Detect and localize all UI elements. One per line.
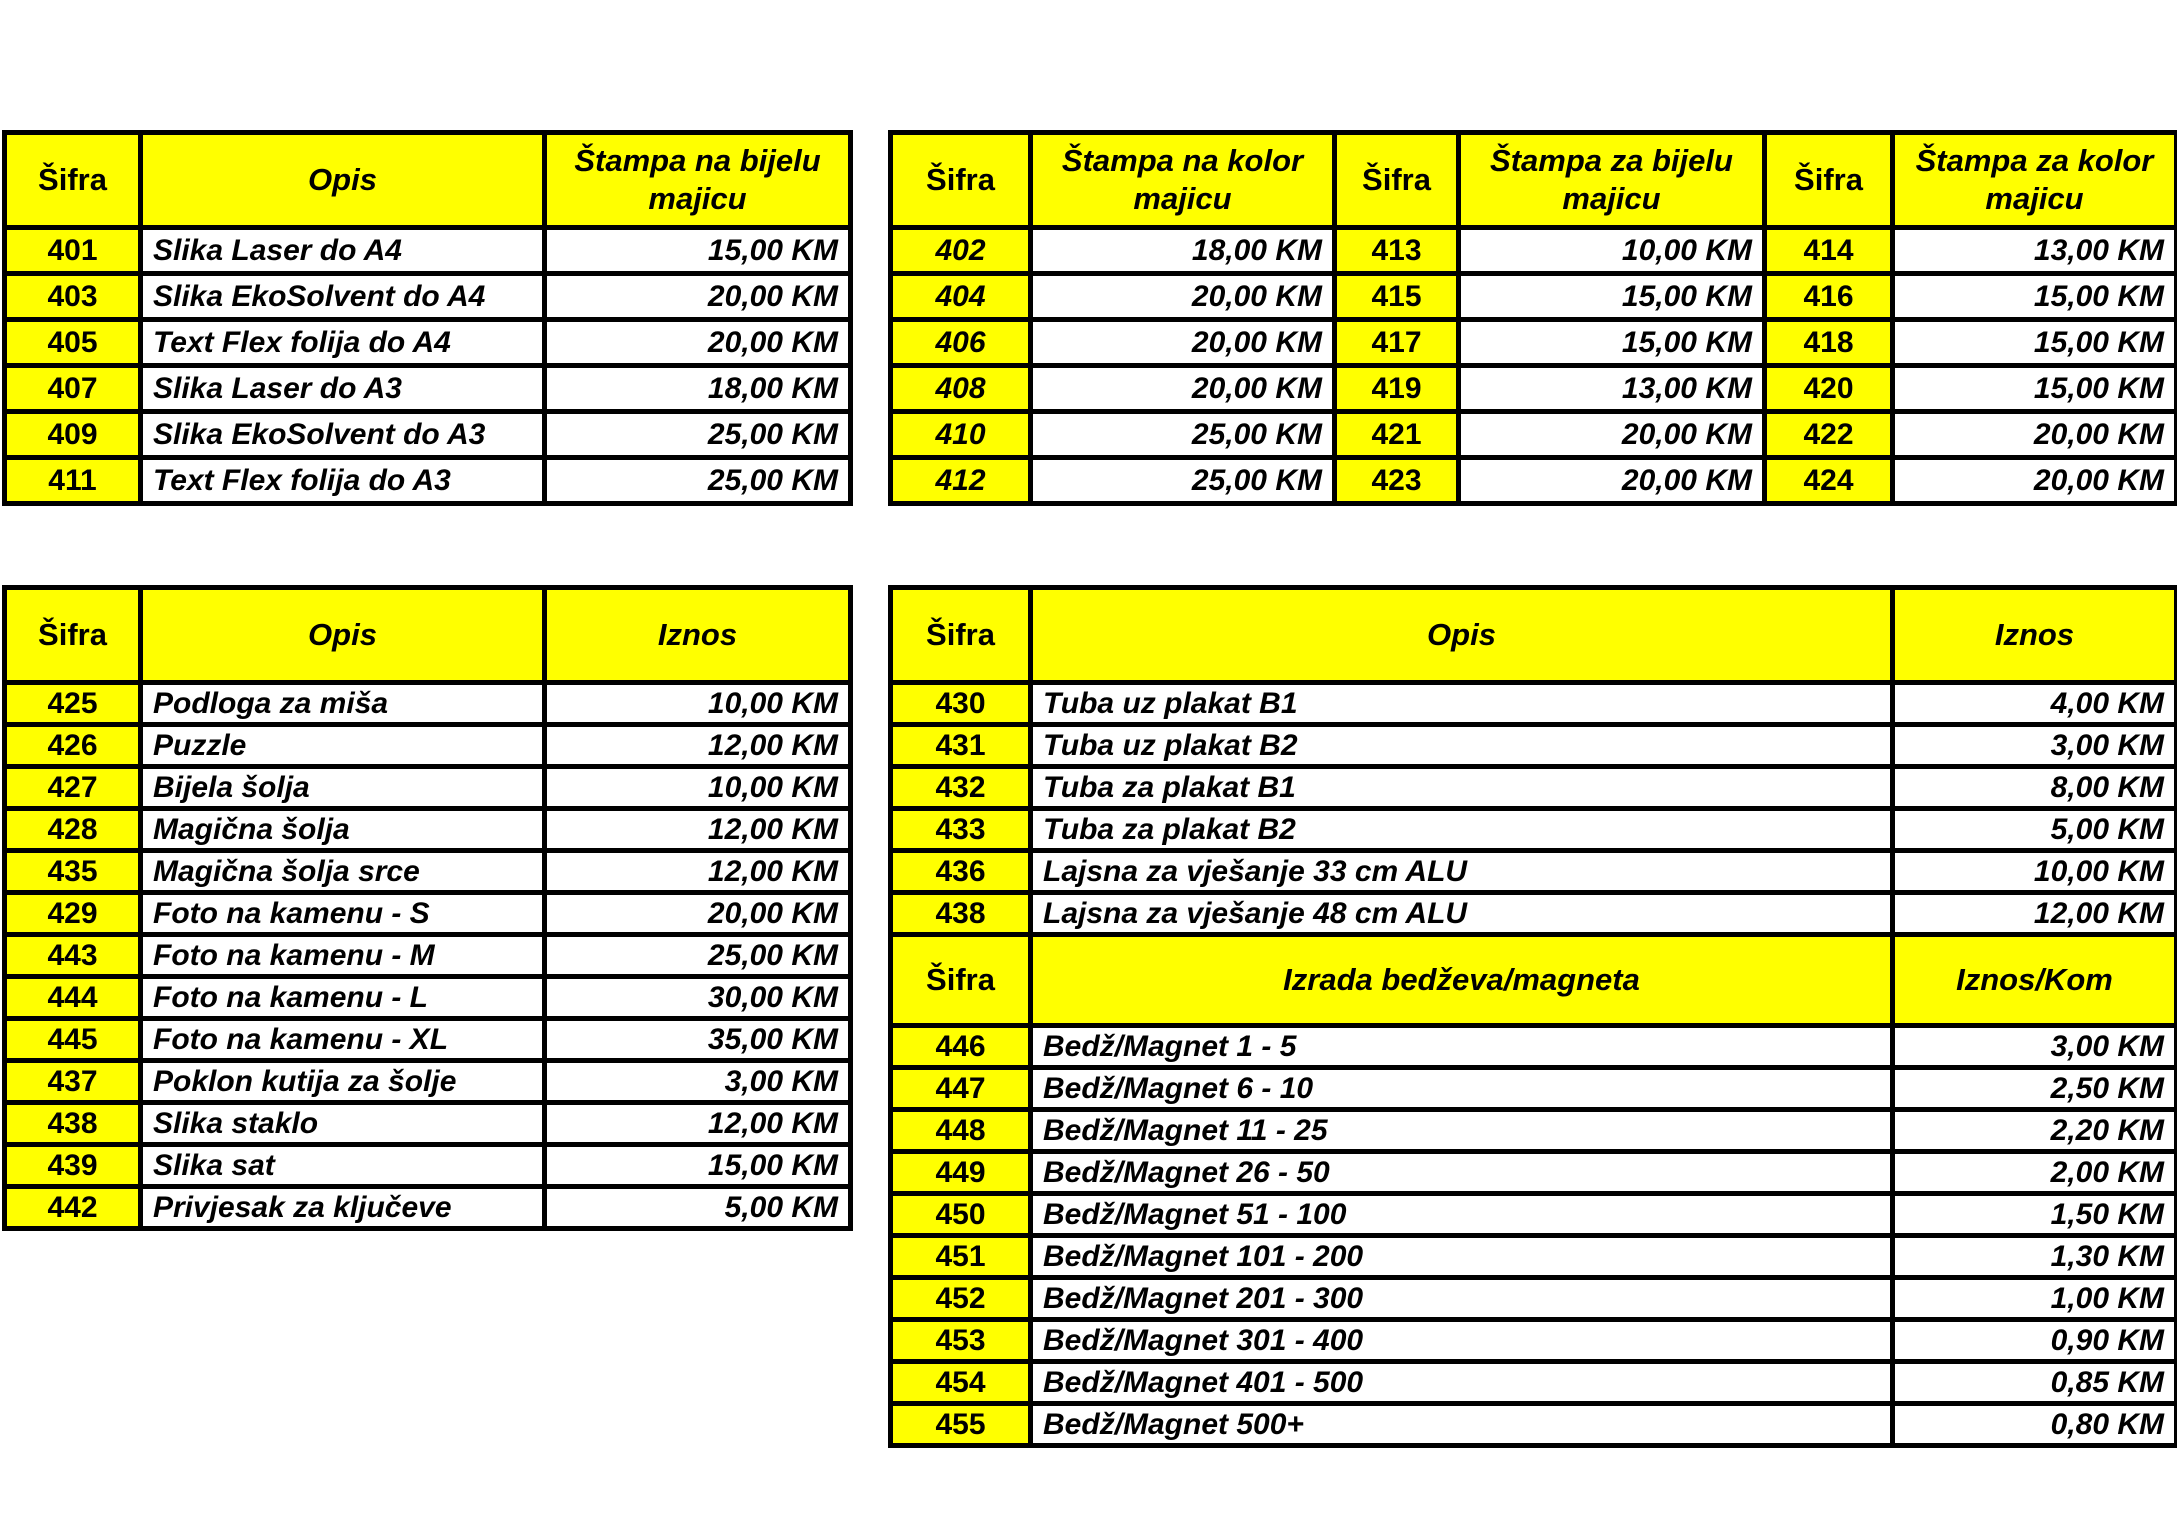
price-cell: 3,00 KM: [1893, 1026, 2177, 1068]
description-cell: Slika Laser do A4: [141, 228, 545, 274]
code-cell: 455: [891, 1404, 1031, 1446]
description-cell: Tuba uz plakat B1: [1031, 683, 1893, 725]
table-row: [5, 1145, 851, 1187]
header-sifra: Šifra: [891, 588, 1031, 683]
description-cell: Bedž/Magnet 401 - 500: [1031, 1362, 1893, 1404]
description-cell: Foto na kamenu - L: [141, 977, 545, 1019]
price-cell: 20,00 KM: [545, 320, 851, 366]
code-cell: 419: [1335, 366, 1459, 412]
code-cell: 438: [5, 1103, 141, 1145]
header-sifra: Šifra: [5, 588, 141, 683]
code-cell: 429: [5, 893, 141, 935]
table-row: [5, 1187, 851, 1229]
description-cell: Slika Laser do A3: [141, 366, 545, 412]
code-cell: 442: [5, 1187, 141, 1229]
header-stampa-kolor: Štampa na kolor majicu: [1031, 133, 1335, 228]
price-cell: 3,00 KM: [545, 1061, 851, 1103]
price-table-products: [2, 585, 853, 1231]
header-stampa-za-bijelu: Štampa za bijelu majicu: [1459, 133, 1765, 228]
table-subheader-row: [891, 935, 2177, 1026]
price-cell: 13,00 KM: [1893, 228, 2177, 274]
header-sifra: Šifra: [5, 133, 141, 228]
price-cell: 15,00 KM: [545, 228, 851, 274]
code-cell: 410: [891, 412, 1031, 458]
description-cell: Bedž/Magnet 1 - 5: [1031, 1026, 1893, 1068]
code-cell: 423: [1335, 458, 1459, 504]
header-stampa-za-kolor: Štampa za kolor majicu: [1893, 133, 2177, 228]
description-cell: Privjesak za ključeve: [141, 1187, 545, 1229]
code-cell: 406: [891, 320, 1031, 366]
price-cell: 0,85 KM: [1893, 1362, 2177, 1404]
price-cell: 3,00 KM: [1893, 725, 2177, 767]
header-opis: Opis: [1031, 588, 1893, 683]
table-row: [891, 1362, 2177, 1404]
header-sifra: Šifra: [1335, 133, 1459, 228]
table-row: [891, 683, 2177, 725]
description-cell: Text Flex folija do A3: [141, 458, 545, 504]
code-cell: 439: [5, 1145, 141, 1187]
price-cell: 12,00 KM: [1893, 893, 2177, 935]
code-cell: 425: [5, 683, 141, 725]
table-row: [891, 851, 2177, 893]
code-cell: 428: [5, 809, 141, 851]
table-header-row: [5, 588, 851, 683]
price-cell: 15,00 KM: [1893, 320, 2177, 366]
description-cell: Tuba za plakat B1: [1031, 767, 1893, 809]
table-row: [5, 458, 851, 504]
description-cell: Text Flex folija do A4: [141, 320, 545, 366]
header-iznos: Iznos: [1893, 588, 2177, 683]
table-row: [5, 893, 851, 935]
table-row: [5, 683, 851, 725]
table-row: [5, 1061, 851, 1103]
price-cell: 10,00 KM: [545, 767, 851, 809]
price-cell: 0,80 KM: [1893, 1404, 2177, 1446]
table-row: [891, 274, 2177, 320]
price-cell: 10,00 KM: [1893, 851, 2177, 893]
price-cell: 25,00 KM: [545, 935, 851, 977]
code-cell: 411: [5, 458, 141, 504]
description-cell: Bedž/Magnet 51 - 100: [1031, 1194, 1893, 1236]
description-cell: Bedž/Magnet 26 - 50: [1031, 1152, 1893, 1194]
table-row: [891, 320, 2177, 366]
price-cell: 10,00 KM: [545, 683, 851, 725]
table-header-row: [5, 133, 851, 228]
description-cell: Foto na kamenu - S: [141, 893, 545, 935]
description-cell: Bedž/Magnet 11 - 25: [1031, 1110, 1893, 1152]
table-row: [5, 366, 851, 412]
code-cell: 443: [5, 935, 141, 977]
table-row: [5, 1103, 851, 1145]
table-row: [5, 851, 851, 893]
description-cell: Bedž/Magnet 201 - 300: [1031, 1278, 1893, 1320]
code-cell: 451: [891, 1236, 1031, 1278]
code-cell: 436: [891, 851, 1031, 893]
price-cell: 20,00 KM: [1031, 320, 1335, 366]
description-cell: Tuba za plakat B2: [1031, 809, 1893, 851]
description-cell: Poklon kutija za šolje: [141, 1061, 545, 1103]
price-cell: 20,00 KM: [545, 893, 851, 935]
table-row: [5, 1019, 851, 1061]
table-row: [891, 893, 2177, 935]
table-row: [891, 1320, 2177, 1362]
code-cell: 409: [5, 412, 141, 458]
code-cell: 414: [1765, 228, 1893, 274]
price-cell: 18,00 KM: [1031, 228, 1335, 274]
code-cell: 433: [891, 809, 1031, 851]
price-cell: 20,00 KM: [545, 274, 851, 320]
description-cell: Tuba uz plakat B2: [1031, 725, 1893, 767]
table-header-row: [891, 588, 2177, 683]
table-header-row: [891, 133, 2177, 228]
description-cell: Magična šolja: [141, 809, 545, 851]
price-cell: 4,00 KM: [1893, 683, 2177, 725]
header-opis: Opis: [141, 133, 545, 228]
code-cell: 408: [891, 366, 1031, 412]
price-cell: 25,00 KM: [545, 458, 851, 504]
price-cell: 10,00 KM: [1459, 228, 1765, 274]
header-sifra: Šifra: [1765, 133, 1893, 228]
table-row: [5, 320, 851, 366]
code-cell: 416: [1765, 274, 1893, 320]
table-row: [891, 1026, 2177, 1068]
header-izrada-bedzeva: Izrada bedževa/magneta: [1031, 935, 1893, 1026]
code-cell: 449: [891, 1152, 1031, 1194]
code-cell: 432: [891, 767, 1031, 809]
code-cell: 431: [891, 725, 1031, 767]
code-cell: 403: [5, 274, 141, 320]
code-cell: 418: [1765, 320, 1893, 366]
code-cell: 435: [5, 851, 141, 893]
header-iznos: Iznos: [545, 588, 851, 683]
table-row: [891, 1068, 2177, 1110]
header-opis: Opis: [141, 588, 545, 683]
price-cell: 1,00 KM: [1893, 1278, 2177, 1320]
description-cell: Magična šolja srce: [141, 851, 545, 893]
description-cell: Slika sat: [141, 1145, 545, 1187]
description-cell: Slika EkoSolvent do A4: [141, 274, 545, 320]
table-row: [891, 366, 2177, 412]
price-cell: 1,50 KM: [1893, 1194, 2177, 1236]
description-cell: Bedž/Magnet 301 - 400: [1031, 1320, 1893, 1362]
price-cell: 8,00 KM: [1893, 767, 2177, 809]
table-row: [5, 412, 851, 458]
price-cell: 5,00 KM: [545, 1187, 851, 1229]
code-cell: 407: [5, 366, 141, 412]
price-cell: 18,00 KM: [545, 366, 851, 412]
price-cell: 12,00 KM: [545, 851, 851, 893]
description-cell: Bedž/Magnet 500+: [1031, 1404, 1893, 1446]
price-cell: 25,00 KM: [1031, 412, 1335, 458]
price-table-tubes-badges: [888, 585, 2177, 1448]
price-table-white-shirt: [2, 130, 853, 506]
code-cell: 427: [5, 767, 141, 809]
table-row: [891, 809, 2177, 851]
price-cell: 15,00 KM: [1893, 366, 2177, 412]
code-cell: 417: [1335, 320, 1459, 366]
table-row: [891, 725, 2177, 767]
price-cell: 2,50 KM: [1893, 1068, 2177, 1110]
code-cell: 438: [891, 893, 1031, 935]
description-cell: Bijela šolja: [141, 767, 545, 809]
table-row: [891, 1152, 2177, 1194]
price-cell: 1,30 KM: [1893, 1236, 2177, 1278]
table-row: [891, 458, 2177, 504]
price-table-color-shirt: [888, 130, 2177, 506]
description-cell: Slika EkoSolvent do A3: [141, 412, 545, 458]
code-cell: 421: [1335, 412, 1459, 458]
table-row: [891, 767, 2177, 809]
code-cell: 430: [891, 683, 1031, 725]
price-cell: 15,00 KM: [545, 1145, 851, 1187]
code-cell: 413: [1335, 228, 1459, 274]
table-row: [891, 1404, 2177, 1446]
description-cell: Foto na kamenu - XL: [141, 1019, 545, 1061]
code-cell: 412: [891, 458, 1031, 504]
code-cell: 437: [5, 1061, 141, 1103]
header-stampa-bijela: Štampa na bijelu majicu: [545, 133, 851, 228]
price-cell: 15,00 KM: [1893, 274, 2177, 320]
code-cell: 445: [5, 1019, 141, 1061]
header-iznos-kom: Iznos/Kom: [1893, 935, 2177, 1026]
price-cell: 15,00 KM: [1459, 320, 1765, 366]
price-cell: 35,00 KM: [545, 1019, 851, 1061]
table-row: [891, 228, 2177, 274]
table-row: [5, 725, 851, 767]
table-row: [891, 1236, 2177, 1278]
code-cell: 452: [891, 1278, 1031, 1320]
table-row: [5, 274, 851, 320]
code-cell: 402: [891, 228, 1031, 274]
table-row: [5, 228, 851, 274]
price-cell: 13,00 KM: [1459, 366, 1765, 412]
price-cell: 20,00 KM: [1459, 412, 1765, 458]
price-cell: 25,00 KM: [545, 412, 851, 458]
description-cell: Lajsna za vješanje 48 cm ALU: [1031, 893, 1893, 935]
price-cell: 25,00 KM: [1031, 458, 1335, 504]
price-cell: 12,00 KM: [545, 809, 851, 851]
price-cell: 20,00 KM: [1031, 274, 1335, 320]
table-row: [891, 1194, 2177, 1236]
code-cell: 426: [5, 725, 141, 767]
description-cell: Foto na kamenu - M: [141, 935, 545, 977]
code-cell: 422: [1765, 412, 1893, 458]
price-cell: 20,00 KM: [1893, 458, 2177, 504]
table-row: [5, 977, 851, 1019]
table-row: [891, 1110, 2177, 1152]
code-cell: 401: [5, 228, 141, 274]
code-cell: 404: [891, 274, 1031, 320]
price-cell: 2,20 KM: [1893, 1110, 2177, 1152]
description-cell: Slika staklo: [141, 1103, 545, 1145]
price-cell: 12,00 KM: [545, 1103, 851, 1145]
code-cell: 454: [891, 1362, 1031, 1404]
code-cell: 450: [891, 1194, 1031, 1236]
price-cell: 12,00 KM: [545, 725, 851, 767]
table-row: [5, 767, 851, 809]
price-cell: 20,00 KM: [1031, 366, 1335, 412]
table-row: [891, 1278, 2177, 1320]
description-cell: Bedž/Magnet 6 - 10: [1031, 1068, 1893, 1110]
description-cell: Puzzle: [141, 725, 545, 767]
code-cell: 447: [891, 1068, 1031, 1110]
price-cell: 2,00 KM: [1893, 1152, 2177, 1194]
price-cell: 5,00 KM: [1893, 809, 2177, 851]
price-cell: 20,00 KM: [1459, 458, 1765, 504]
table-row: [5, 935, 851, 977]
price-cell: 20,00 KM: [1893, 412, 2177, 458]
code-cell: 448: [891, 1110, 1031, 1152]
code-cell: 444: [5, 977, 141, 1019]
table-row: [5, 809, 851, 851]
header-sifra: Šifra: [891, 935, 1031, 1026]
code-cell: 453: [891, 1320, 1031, 1362]
code-cell: 405: [5, 320, 141, 366]
price-cell: 15,00 KM: [1459, 274, 1765, 320]
description-cell: Bedž/Magnet 101 - 200: [1031, 1236, 1893, 1278]
code-cell: 446: [891, 1026, 1031, 1068]
description-cell: Podloga za miša: [141, 683, 545, 725]
price-cell: 0,90 KM: [1893, 1320, 2177, 1362]
price-cell: 30,00 KM: [545, 977, 851, 1019]
description-cell: Lajsna za vješanje 33 cm ALU: [1031, 851, 1893, 893]
code-cell: 424: [1765, 458, 1893, 504]
header-sifra: Šifra: [891, 133, 1031, 228]
table-row: [891, 412, 2177, 458]
code-cell: 415: [1335, 274, 1459, 320]
code-cell: 420: [1765, 366, 1893, 412]
